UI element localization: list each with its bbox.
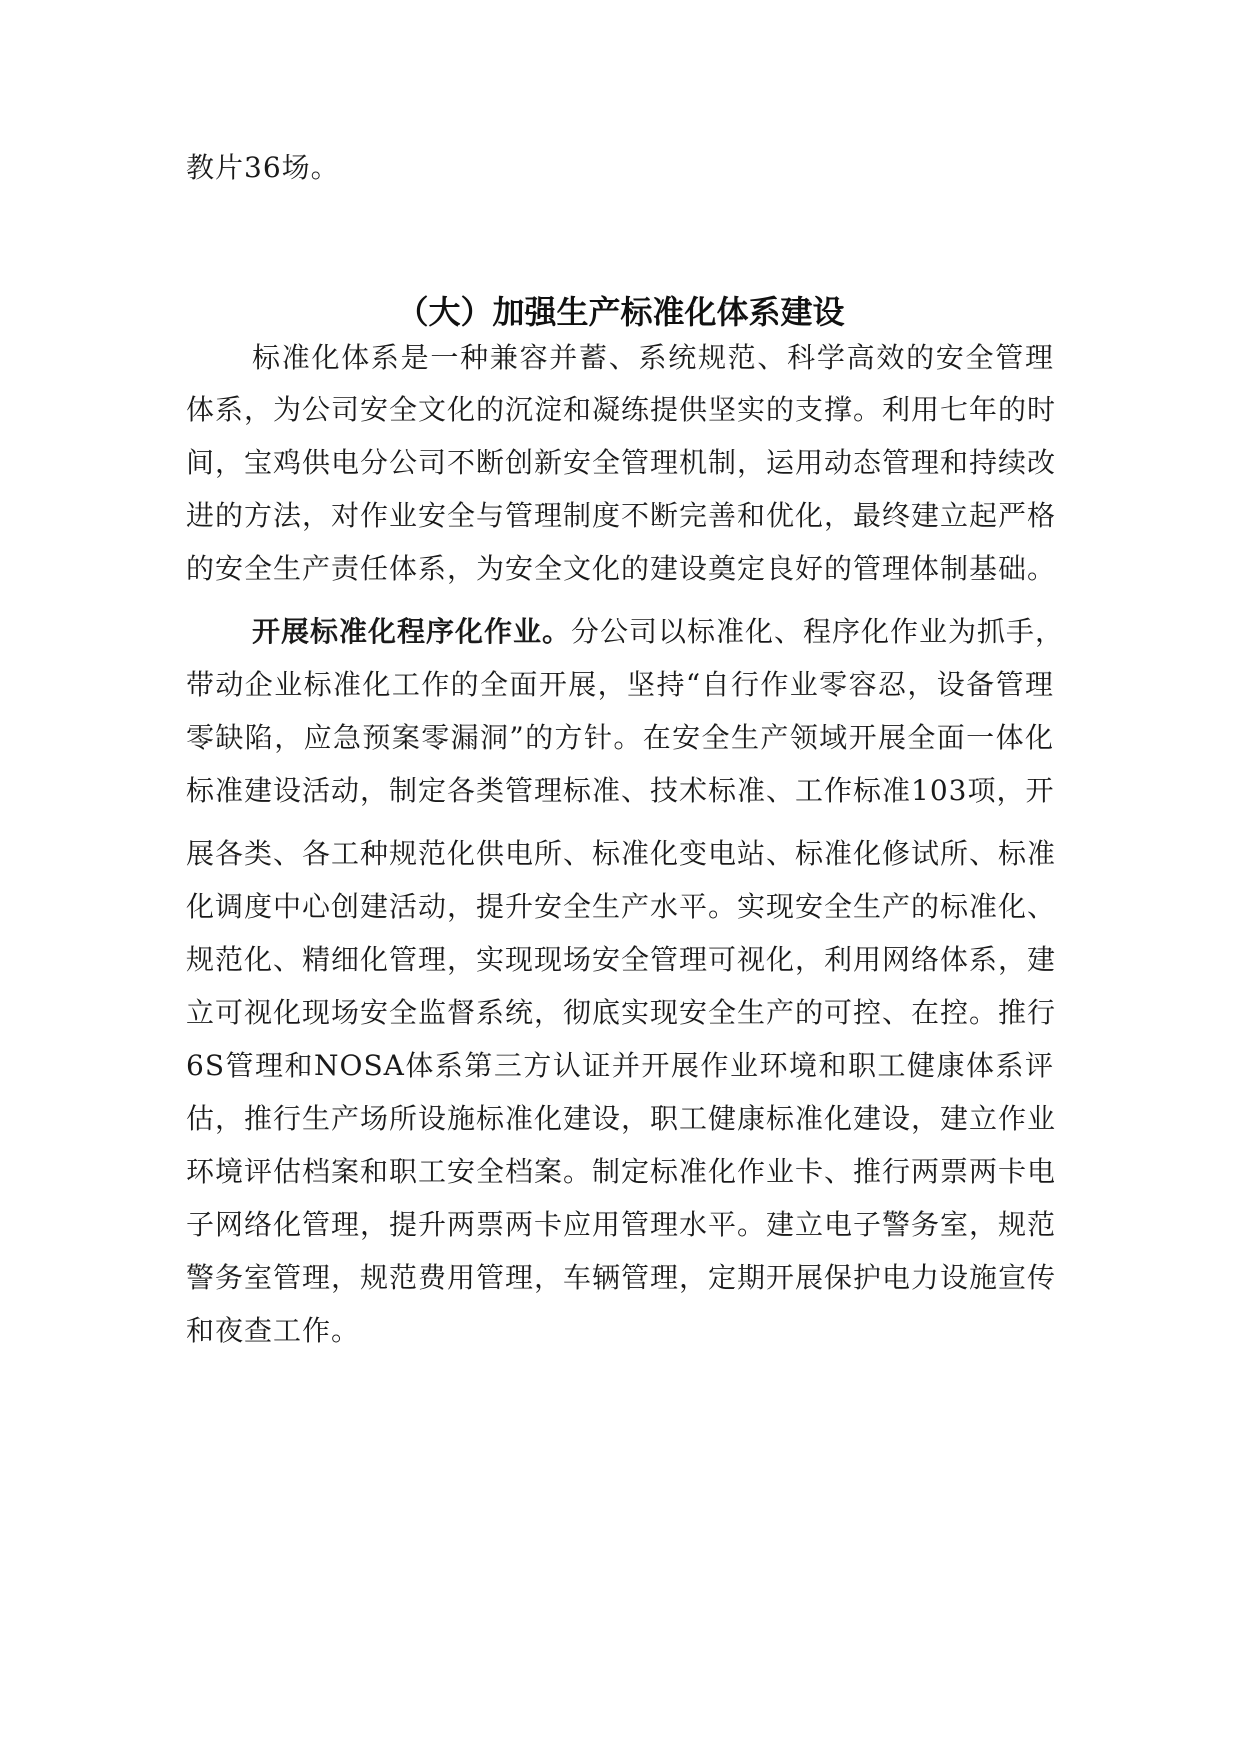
paragraph2-line7: 规范化、精细化管理，实现现场安全管理可视化，利用网络体系，建 bbox=[186, 943, 1057, 976]
paragraph2-bold-lead: 开展标准化程序化作业。 bbox=[252, 615, 572, 648]
paragraph2-line2: 带动企业标准化工作的全面开展，坚持“自行作业零容忍，设备管理 bbox=[186, 668, 1054, 701]
paragraph2-line12: 子网络化管理，提升两票两卡应用管理水平。建立电子警务室，规范 bbox=[186, 1208, 1057, 1241]
paragraph1-line5: 的安全生产责任体系，为安全文化的建设奠定良好的管理体制基础。 bbox=[186, 552, 1057, 585]
paragraph2-line4: 标准建设活动，制定各类管理标准、技术标准、工作标准103项，开 bbox=[186, 774, 1055, 807]
paragraph2-line8: 立可视化现场安全监督系统，彻底实现安全生产的可控、在控。推行 bbox=[186, 996, 1057, 1029]
paragraph1-line2: 体系，为公司安全文化的沉淀和凝练提供坚实的支撑。利用七年的时 bbox=[186, 393, 1057, 426]
paragraph1-line3: 间，宝鸡供电分公司不断创新安全管理机制，运用动态管理和持续改 bbox=[186, 446, 1057, 479]
paragraph2-line11: 环境评估档案和职工安全档案。制定标准化作业卡、推行两票两卡电 bbox=[186, 1155, 1057, 1188]
paragraph2-line13: 警务室管理，规范费用管理，车辆管理，定期开展保护电力设施宣传 bbox=[186, 1261, 1057, 1294]
paragraph1-line4: 进的方法，对作业安全与管理制度不断完善和优化，最终建立起严格 bbox=[186, 499, 1057, 532]
paragraph2-line1-rest: 分公司以标准化、程序化作业为抓手， bbox=[571, 615, 1065, 648]
paragraph2-line9: 6S管理和NOSA体系第三方认证并开展作业环境和职工健康体系评 bbox=[186, 1049, 1054, 1082]
paragraph2-line3: 零缺陷，应急预案零漏洞”的方针。在安全生产领域开展全面一体化 bbox=[186, 721, 1054, 754]
section-heading: （大）加强生产标准化体系建设 bbox=[396, 293, 845, 331]
carryover-line: 教片36场。 bbox=[186, 151, 340, 184]
paragraph1-line1: 标准化体系是一种兼容并蓄、系统规范、科学高效的安全管理 bbox=[252, 341, 1054, 374]
paragraph2-line14: 和夜查工作。 bbox=[186, 1314, 361, 1347]
paragraph2-line5: 展各类、各工种规范化供电所、标准化变电站、标准化修试所、标准 bbox=[186, 837, 1057, 870]
paragraph2-line1 bbox=[252, 612, 1065, 652]
paragraph2-line6: 化调度中心创建活动，提升安全生产水平。实现安全生产的标准化、 bbox=[186, 890, 1057, 923]
paragraph2-line10: 估，推行生产场所设施标准化建设，职工健康标准化建设，建立作业 bbox=[186, 1102, 1057, 1135]
